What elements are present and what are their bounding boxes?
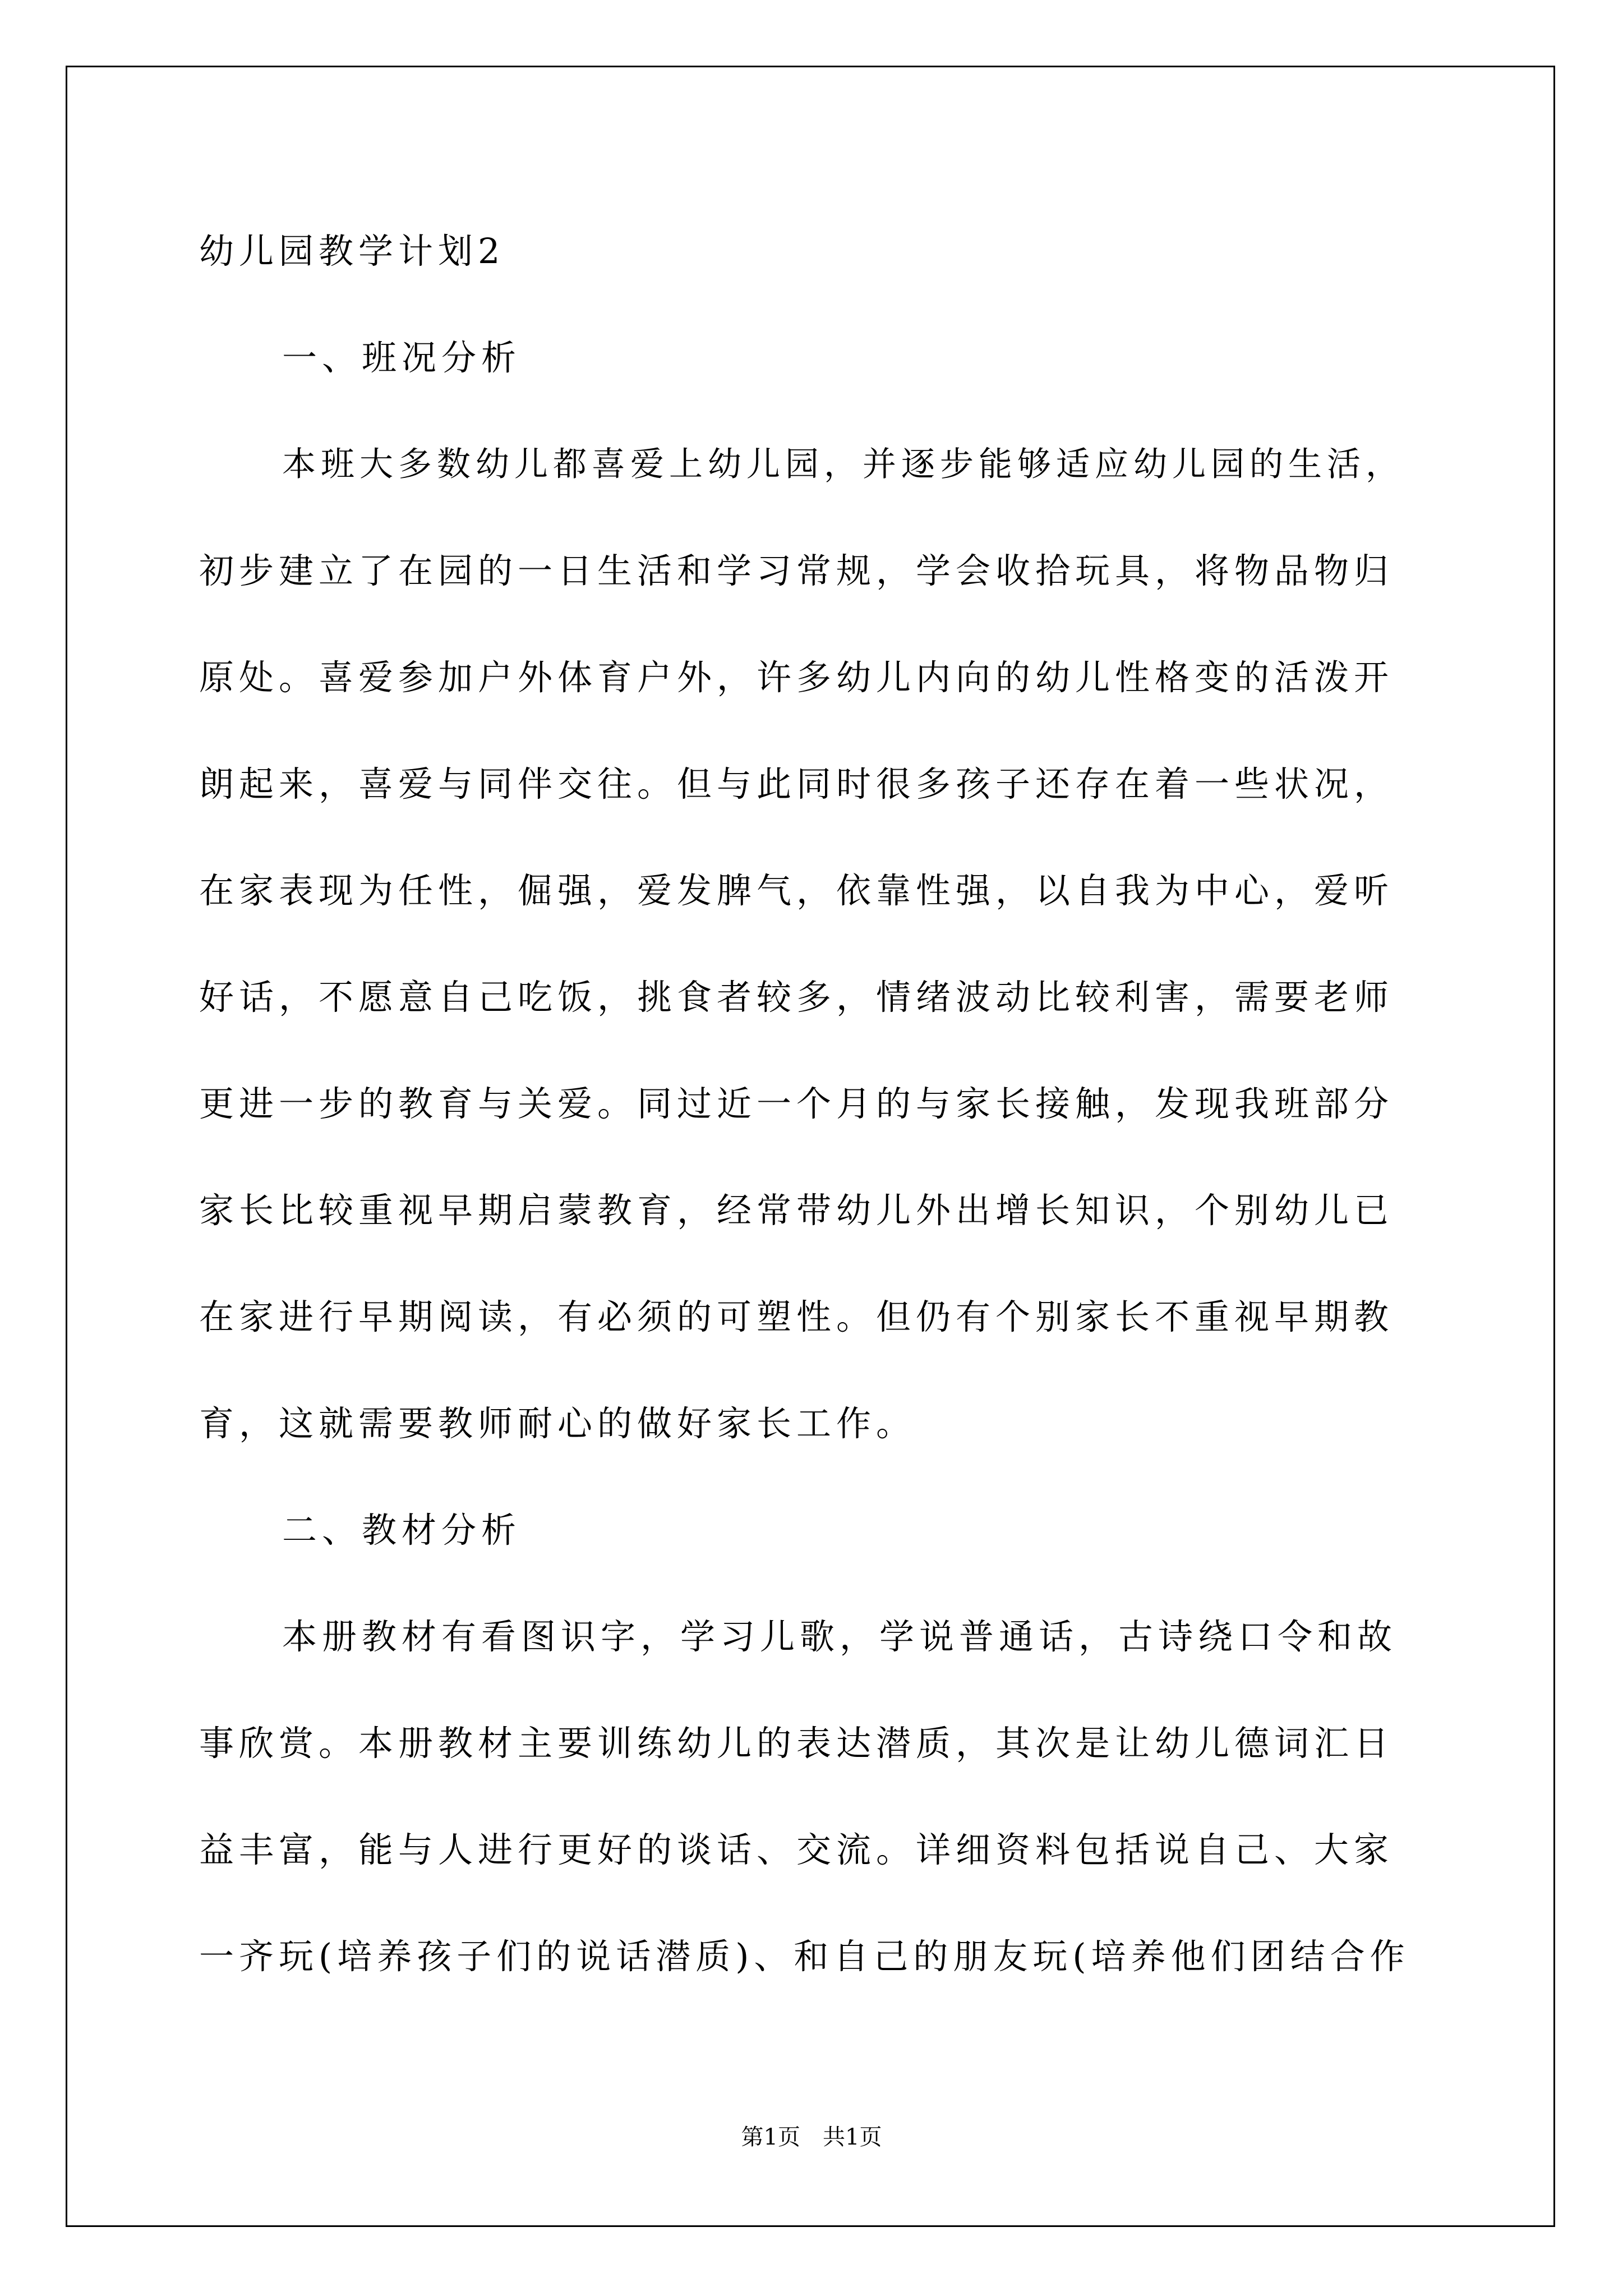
paragraph-line: 本班大多数幼儿都喜爱上幼儿园，并逐步能够适应幼儿园的生活， — [282, 445, 1404, 484]
paragraph-line: 在家进行早期阅读，有必须的可塑性。但仍有个别家长不重视早期教 — [199, 1296, 1394, 1337]
paragraph-line: 原处。喜爱参加户外体育户外，许多幼儿内向的幼儿性格变的活泼开 — [199, 657, 1394, 698]
paragraph-line: 更进一步的教育与关爱。同过近一个月的与家长接触，发现我班部分 — [199, 1083, 1394, 1124]
page-number-footer: 第1页 共1页 — [741, 2124, 882, 2150]
paragraph-line: 益丰富，能与人进行更好的谈话、交流。详细资料包括说自己、大家 — [199, 1829, 1394, 1870]
paragraph-line: 事欣赏。本册教材主要训练幼儿的表达潜质，其次是让幼儿德词汇日 — [199, 1723, 1394, 1764]
document-title: 幼儿园教学计划2 — [199, 231, 505, 272]
section-heading-2: 二、教材分析 — [282, 1510, 522, 1550]
paragraph-line: 在家表现为任性，倔强，爱发脾气，依靠性强，以自我为中心，爱听 — [199, 870, 1394, 911]
paragraph-line: 初步建立了在园的一日生活和学习常规，学会收拾玩具，将物品物归 — [199, 550, 1394, 591]
paragraph-line: 一齐玩(培养孩子们的说话潜质)、和自己的朋友玩(培养他们团结合作 — [199, 1936, 1410, 1977]
paragraph-line: 本册教材有看图识字，学习儿歌，学说普通话，古诗绕口令和故 — [282, 1616, 1398, 1657]
section-heading-1: 一、班况分析 — [282, 337, 522, 378]
paragraph-line: 育，这就需要教师耐心的做好家长工作。 — [199, 1403, 916, 1444]
paragraph-line: 朗起来，喜爱与同伴交往。但与此同时很多孩子还存在着一些状况， — [199, 763, 1394, 804]
page-border — [66, 66, 1555, 2227]
paragraph-line: 好话，不愿意自己吃饭，挑食者较多，情绪波动比较利害，需要老师 — [199, 977, 1394, 1018]
paragraph-line: 家长比较重视早期启蒙教育，经常带幼儿外出增长知识，个别幼儿已 — [199, 1190, 1394, 1231]
